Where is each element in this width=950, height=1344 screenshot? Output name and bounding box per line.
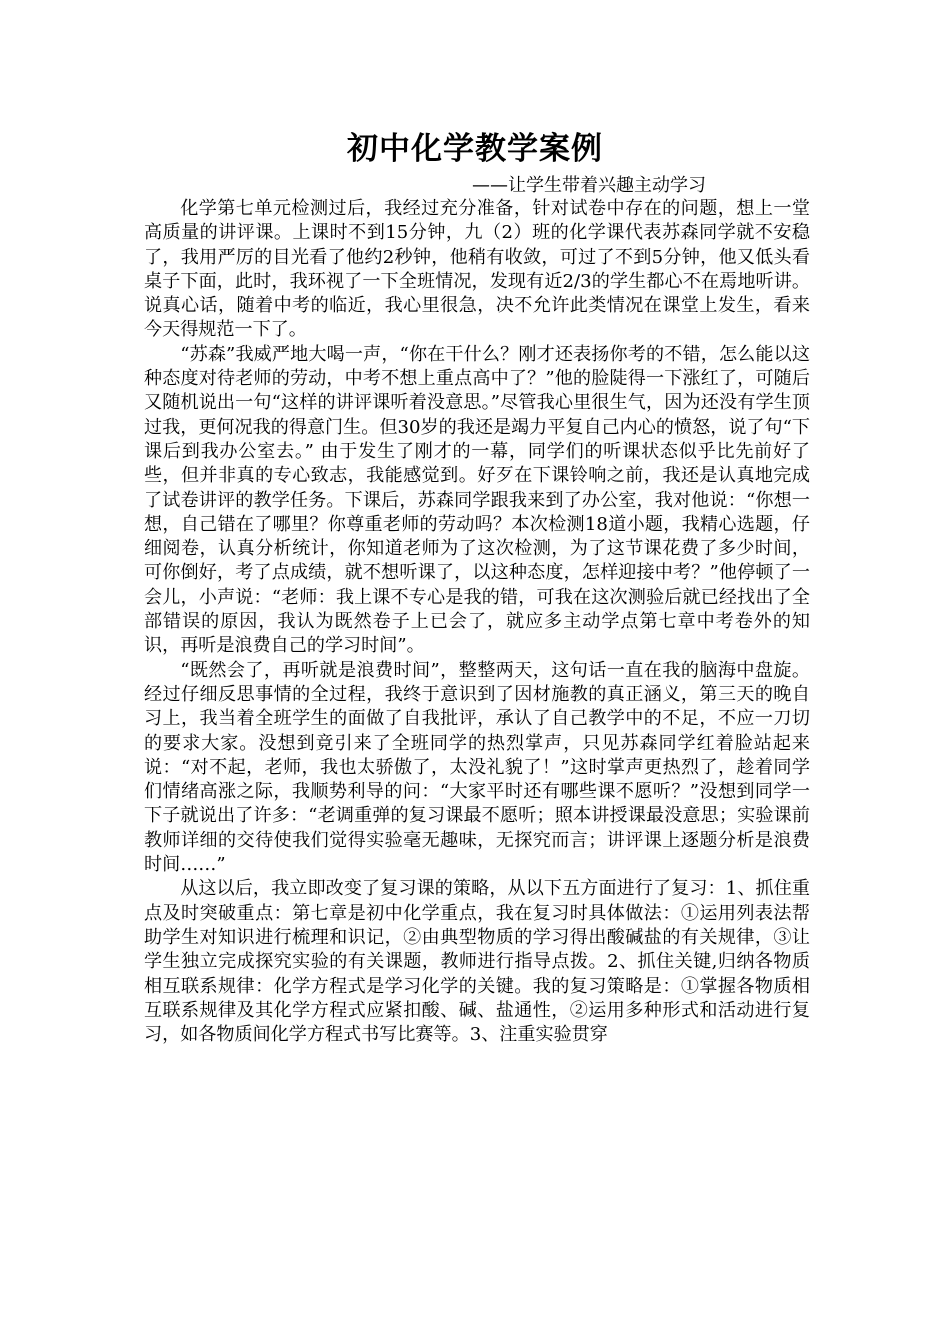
paragraph-3: “既然会了，再听就是浪费时间”，整整两天，这句话一直在我的脑海中盘旋。经过仔细反思事情的全过程，我终于意识到了因材施教的真正涵义，第三天的晚自习上，我当着全班学生的面做了自我批评，承认了自己教学中的不足，不应一刀切的要求大家。没想到竟引来了全班同学的热烈掌声，只见苏森同学红着脸站起来说：“对不起，老师，我也太骄傲了，太没礼貌了！”这时掌声更热烈了，趁着同学们情绪高涨之际，我顺势利导的问：“大家平时还有哪些课不愿听？”没想到同学一下子就说出了许多：“老调重弹的复习课最不愿听；照本讲授课最没意思；实验课前教师详细的交待使我们觉得实验毫无趣味，无探究而言；讲评课上逐题分析是浪费时间……” bbox=[144, 659, 810, 876]
paragraph-2: “苏森”我威严地大喝一声，“你在干什么？刚才还表扬你考的不错，怎么能以这种态度对待老师的劳动，中考不想上重点高中了？”他的脸陡得一下涨红了，可随后又随机说出一句“这样的讲评课听着没意思。”尽管我心里很生气，因为还没有学生顶过我，更何况我的得意门生。但30岁的我还是竭力平复自己内心的愤怒，说了句“下课后到我办公室去。” 由于发生了刚才的一幕，同学们的听课状态似乎比先前好了些，但并非真的专心致志，我能感觉到。好歹在下课铃响之前，我还是认真地完成了试卷讲评的教学任务。下课后，苏森同学跟我来到了办公室，我对他说：“你想一想，自己错在了哪里？你尊重老师的劳动吗？本次检测18道小题，我精心选题，仔细阅卷，认真分析统计，你知道老师为了这次检测，为了这节课花费了多少时间，可你倒好，考了点成绩，就不想听课了，以这种态度，怎样迎接中考？”他停顿了一会儿，小声说：“老师：我上课不专心是我的错，可我在这次测验后就已经找出了全部错误的原因，我认为既然卷子上已会了，就应多主动学点第七章中考卷外的知识，再听是浪费自己的学习时间”。 bbox=[144, 343, 810, 657]
document-subtitle: ——让学生带着兴趣主动学习 bbox=[472, 175, 706, 196]
paragraph-1: 化学第七单元检测过后，我经过充分准备，针对试卷中存在的问题，想上一堂高质量的讲评课。上课时不到15分钟，九（2）班的化学课代表苏森同学就不安稳了，我用严厉的目光看了他约2秒钟，他稍有收敛，可过了不到5分钟，他又低头看桌子下面，此时，我环视了一下全班情况，发现有近2/3的学生都心不在焉地听讲。说真心话，随着中考的临近，我心里很急，决不允许此类情况在课堂上发生，看来今天得规范一下了。 bbox=[144, 198, 810, 341]
document-title: 初中化学教学案例 bbox=[347, 131, 603, 167]
document-body bbox=[144, 197, 810, 1047]
paragraph-4: 从这以后，我立即改变了复习课的策略，从以下五方面进行了复习：1、抓住重点及时突破重点：第七章是初中化学重点，我在复习时具体做法：①运用列表法帮助学生对知识进行梳理和识记，②由典型物质的学习得出酸碱盐的有关规律，③让学生独立完成探究实验的有关课题，教师进行指导点拨。2、抓住关键,归纳各物质相互联系规律：化学方程式是学习化学的关键。我的复习策略是：①掌握各物质相互联系规律及其化学方程式应紧扣酸、碱、盐通性，②运用多种形式和活动进行复习，如各物质间化学方程式书写比赛等。3、注重实验贯穿 bbox=[144, 878, 810, 1046]
